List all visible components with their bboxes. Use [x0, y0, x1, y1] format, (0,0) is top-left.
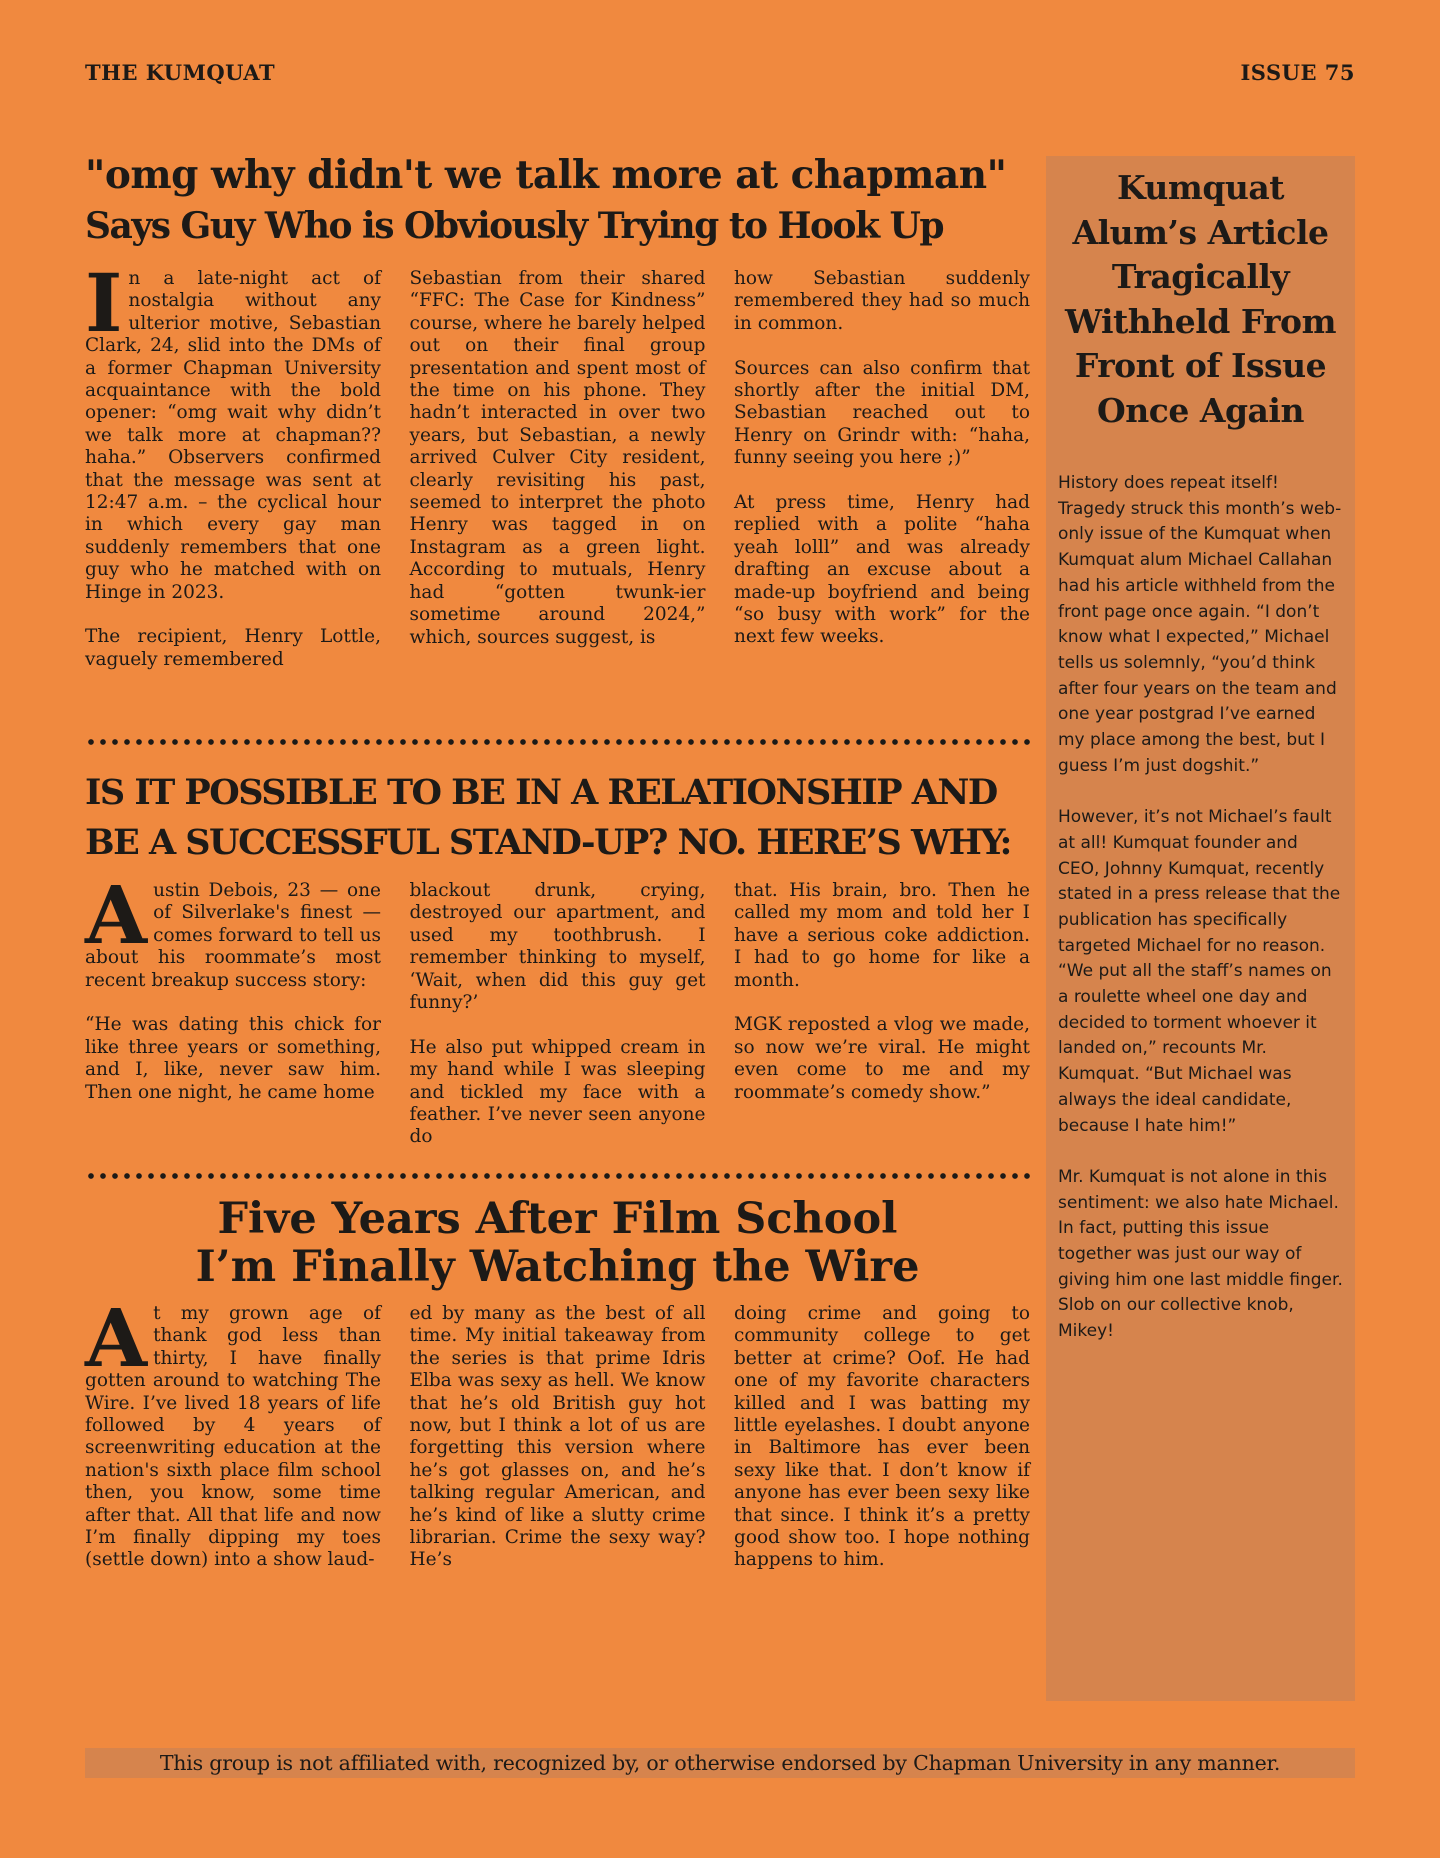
- article2-column-3: [734, 880, 1030, 1149]
- dotted-divider: [85, 1173, 1030, 1179]
- sidebar-paragraph: Mr. Kumquat is not alone in this sentiment: we also hate Michael. In fact, putting this issue together was just our way of giving him one last middle finger. Slob on our collective knob, Mikey!: [1058, 1166, 1343, 1342]
- article1-body: [85, 256, 1030, 671]
- footer-disclaimer: This group is not affiliated with, recognized by, or otherwise endorsed by Chapman University in any manner.: [85, 1748, 1355, 1778]
- article2-headline: IS IT POSSIBLE TO BE IN A RELATIONSHIP AND BE A SUCCESSFUL STAND-UP? NO. HERE’S WHY:: [85, 772, 1011, 863]
- article3-paragraph: doing crime and going to community college to get better at crime? Oof. He had one of my favorite characters killed and I was batting my little eyelashes. I doubt anyone in Baltimore has ever been sexy like that. I don’t know if anyone has ever been sexy like that since. I think it’s a pretty good show too. I hope nothing happens to him.: [734, 1303, 1030, 1571]
- article3-headline-line2: I’m Finally Watching the Wire: [195, 1242, 920, 1292]
- sidebar-paragraph: History does repeat itself! Tragedy struck this month’s web-only issue of the Kumquat when Kumquat alum Michael Callahan had his article withheld from the front page once again. “I don’t know what I expected,” Michael tells us solemnly, “you’d think after four years on the team and one year postgrad I’ve earned my place among the best, but I guess I’m just dogshit.”: [1058, 473, 1342, 776]
- article1-paragraph: n a late-night act of nostalgia without any ulterior motive, Sebastian Clark, 24, slid into the DMs of a former Chapman University acquaintance with the bold opener: “omg wait why didn’t we talk more at chapman?? haha.” Observers confirmed that the message was sent at 12:47 a.m. – the cyclical hour in which every gay man suddenly remembers that one guy who he matched with on Hinge in 2023.: [85, 268, 381, 603]
- article3-paragraph: ed by many as the best of all time. My initial takeaway from the series is that prime Idris Elba was sexy as hell. We know that he’s old British guy hot now, but I think a lot of us are forgetting this version where he’s got glasses on, and he’s talking regular American, and he’s kind of like a slutty crime librarian. Crime the sexy way? He’s: [409, 1303, 706, 1571]
- issue-number: ISSUE 75: [1240, 60, 1355, 85]
- article1-paragraph: Sebastian from their shared “FFC: The Case for Kindness” course, where he barely helped out on their final group presentation and spent most of the time on his phone. They hadn’t interacted in over two years, but Sebastian, a newly arrived Culver City resident, clearly revisiting his past, seemed to interpret the photo Henry was tagged in on Instagram as a green light. According to mutuals, Henry had “gotten twunk-ier sometime around 2024,” which, sources suggest, is: [409, 268, 706, 648]
- sidebar-paragraph: However, it’s not Michael’s fault at all! Kumquat founder and CEO, Johnny Kumquat, recently stated in a press release that the publication has specifically targeted Michael for no reason. “We put all the staff’s names on a roulette wheel one day and decided to torment whoever it landed on,” recounts Mr. Kumquat. “But Michael was always the ideal candidate, because I hate him!”: [1058, 807, 1341, 1136]
- article1-headline-line1: "omg why didn't we talk more at chapman": [85, 152, 1007, 198]
- article3-column-1: [85, 1291, 381, 1572]
- article2-paragraph: that. His brain, bro. Then he called my mom and told her I have a serious coke addiction. I had to go home for like a month.: [734, 880, 1030, 991]
- article3-body: [85, 1291, 1030, 1572]
- article2-paragraph: ustin Debois, 23 — one of Silverlake's finest — comes forward to tell us about his roommate’s most recent breakup success story:: [85, 880, 381, 991]
- article3-headline: [85, 1195, 1030, 1291]
- article1-paragraph: how Sebastian suddenly remembered they had so much in common.: [734, 268, 1030, 334]
- article2-paragraph: “He was dating this chick for like three years or something, and I, like, never saw him. Then one night, he came home: [85, 1014, 381, 1103]
- sidebar-box: [1046, 156, 1355, 1701]
- article2-column-1: [85, 868, 381, 1149]
- article2-paragraph: He also put whipped cream in my hand while I was sleeping and tickled my face with a feather. I’ve never seen anyone do: [409, 1036, 706, 1148]
- article1-paragraph: Sources can also confirm that shortly after the initial DM, Sebastian reached out to Henry on Grindr with: “haha, funny seeing you here ;)”: [734, 357, 1030, 469]
- article3-column-3: [734, 1303, 1030, 1572]
- article3-dropcap: A: [85, 1291, 148, 1385]
- article1-paragraph: At press time, Henry had replied with a polite “haha yeah lolll” and was already drafting an excuse about a made-up boyfriend and being “so busy with work” for the next few weeks.: [734, 492, 1030, 648]
- article2-column-2: [410, 880, 706, 1149]
- article1-paragraph: The recipient, Henry Lottle, vaguely remembered: [85, 626, 381, 670]
- article1-dropcap: I: [85, 256, 123, 350]
- article3-column-2: [410, 1303, 706, 1572]
- article3-headline-line1: Five Years After Film School: [217, 1194, 898, 1244]
- article1-headline-line2: Says Guy Who is Obviously Trying to Hook Up: [85, 205, 944, 247]
- article2-paragraph: blackout drunk, crying, destroyed our apartment, and used my toothbrush. I remember thinking to myself, ‘Wait, when did this guy get funny?’: [409, 880, 706, 1014]
- article1-column-3: [734, 268, 1030, 671]
- article2-body: [85, 868, 1030, 1149]
- sidebar-headline: Kumquat Alum’s Article Tragically Withheld From Front of Issue Once Again: [1064, 168, 1336, 430]
- article2-dropcap: A: [85, 868, 148, 962]
- sidebar-body: [1058, 471, 1343, 1345]
- article1-column-1: [85, 256, 381, 671]
- article2-paragraph: MGK reposted a vlog we made, so now we’re viral. He might even come to me and my roommate’s comedy show.”: [734, 1014, 1030, 1103]
- article3-paragraph: t my grown age of thank god less than thirty, I have finally gotten around to watching The Wire. I’ve lived 18 years of life followed by 4 years of screenwriting education at the nation's sixth place film school then, you know, some time after that. All that life and now I’m finally dipping my toes (settle down) into a show laud-: [85, 1303, 381, 1571]
- dotted-divider: [85, 739, 1030, 745]
- article1-column-2: [410, 268, 706, 671]
- publication-name: THE KUMQUAT: [85, 60, 276, 85]
